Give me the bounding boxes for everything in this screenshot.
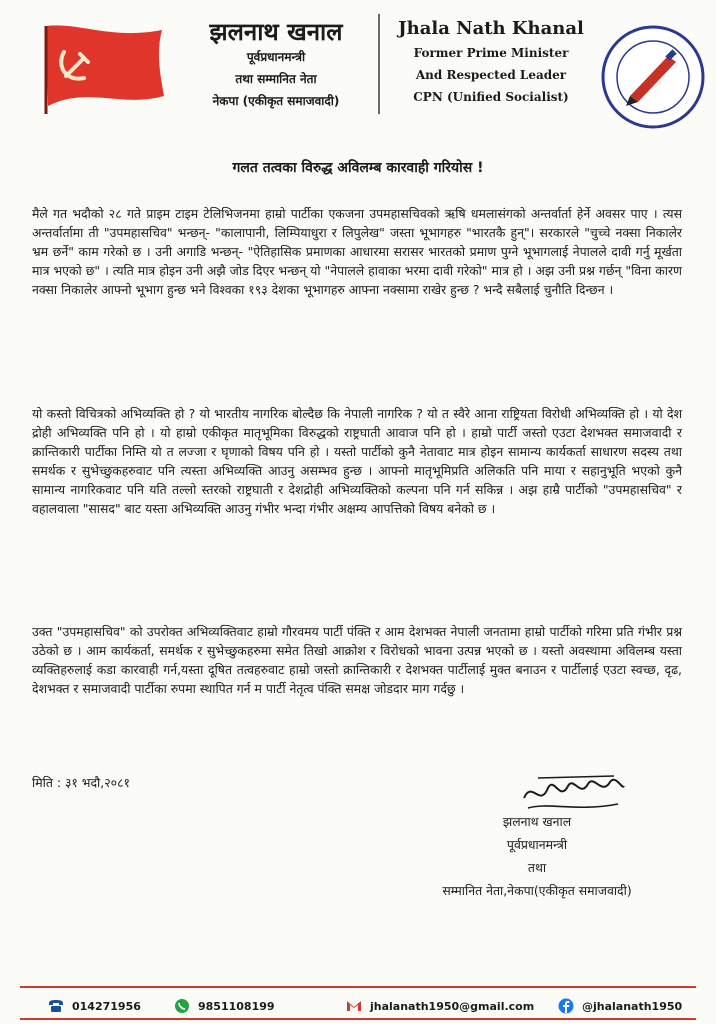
party-flag-icon [40,22,168,114]
party-seal-icon [598,22,708,132]
letterhead-name-en: Jhala Nath Khanal [398,18,584,39]
nepali-letterhead [186,18,366,112]
footer-bottom-rule [20,1018,696,1020]
signatory-name: झलनाथ खनाल [502,814,572,829]
header-divider [378,14,380,114]
phone-icon [48,998,64,1014]
facebook-icon [558,998,574,1014]
statement-title: गलत तत्वका विरुद्ध अविलम्ब कारवाही गरियोस ! [232,160,484,176]
letterhead-party-en: CPN (Unified Socialist) [413,90,569,104]
footer-facebook[interactable] [558,995,682,1017]
paragraph-3: उक्त "उपमहासचिव" को उपरोक्त अभिव्यक्तिवाट हाम्रो गौरवमय पार्टी पंक्ति र आम देशभक्त नेपाली जनतामा हाम्रो पार्टीको गरिमा प्रति गंभीर प्रश्न उठेको छ । आम कार्यकर्ता, समर्थक र सुभेच्छुकहरुमा समेत तिखो आक्रोश र विरोधको भावना उत्पन्न भएको छ । यस्तो अवस्थामा अविलम्ब यस्ता व्यक्तिहरुलाई कडा कारवाही गर्न,यस्ता दूषित तत्वहरुवाट हाम्रो जस्तो क्रान्तिकारी र देशभक्त पार्टीलाई मुक्त बनाउन र पार्टीलाई एउटा स्वच्छ, दृढ, देशभक्त र समाजवादी पार्टीका रुपमा स्थापित गर्न म पार्टी नेतृत्व पंक्ति समक्ष जोडदार माग गर्दछु । [32,624,682,696]
letterhead-title-en: Former Prime Minister [413,46,569,60]
signatory-role: सम्मानित नेता,नेकपा(एकीकृत समाजवादी) [442,883,632,898]
paragraph-1: मैले गत भदौको २८ गते प्राइम टाइम टेलिभिजनमा हाम्रो पार्टीका एकजना उपमहासचिवको ऋषि धमलासंगको अन्तर्वार्ता हेर्ने अवसर पाए । त्यस अन्तर्वार्तामा ती "उपमहासचिव" भन्छन्- "कालापानी, लिम्पियाधुरा र लिपुलेख" जस्ता भूभागहरु "भारतकै हुन्"। सरकारले "चुच्चे नक्सा निकालेर भ्रम छर्ने" काम गरेको छ । उनी अगाडि भन्छन्- "ऐतिहासिक प्रमाणका आधारमा सरासर भारतको प्रमाण पुग्ने भूभागलाई नेपालले दावी गर्नु मूर्खता मात्र भएको छ" । त्यति मात्र होइन उनी अझै जोड दिएर भन्छन् यो "नेपालले हावाका भरमा दावी गरेको" मात्र हो । अझ उनी प्रश्न गर्छन् "विना कारण नक्सा निकालेर आफ्नो भूभाग हुन्छ भने विश्वका १९३ देशका भूभागहरु आफ्ना नक्सामा राखेर हुन्छ ? भन्दै सबैलाई चुनौति दिन्छन । [32,206,682,297]
footer-phone[interactable] [48,995,141,1017]
english-letterhead [390,16,592,108]
signature-block [392,810,682,902]
letterhead-role-en: And Respected Leader [415,68,567,82]
statement-date: मिति : ३१ भदौ,२०८१ [32,775,130,790]
whatsapp-icon [174,998,190,1014]
phone-number: 014271956 [72,999,141,1013]
letterhead-name-np: झलनाथ खनाल [209,17,343,46]
email-address: jhalanath1950@gmail.com [370,999,535,1013]
signatory-title: पूर्वप्रधानमन्त्री [506,837,568,852]
signatory-conjunction: तथा [527,860,547,875]
contact-footer [0,995,716,1017]
whatsapp-number: 9851108199 [198,999,275,1013]
letterhead-party-np: नेकपा (एकीकृत समाजवादी) [212,94,340,108]
letterhead-title-np: पूर्वप्रधानमन्त्री [246,50,306,64]
footer-whatsapp[interactable] [174,995,275,1017]
gmail-icon [346,998,362,1014]
paragraph-2: यो कस्तो विचित्रको अभिव्यक्ति हो ? यो भारतीय नागरिक बोल्दैछ कि नेपाली नागरिक ? यो त स्वैरे आना राष्ट्रियता विरोधी अभिव्यक्ति हो । यो देश द्रोही अभिव्यक्ति पनि हो । यो हाम्रो एकीकृत मातृभूमिका विरुद्धको राष्ट्रघाती आवाज पनि हो । हाम्रो पार्टी जस्तो एउटा देशभक्त समाजवादी र क्रान्तिकारी पार्टीका निम्ति यो त लज्जा र घृणाको विषय पनि हो । यस्तो पार्टीको कुनै नेतावाट मात्र होइन सामान्य कार्यकर्ता साधारण सदस्य तथा समर्थक र सुभेच्छुकहरुवाट पनि त्यस्ता अभिव्यक्ति आउनु असम्भव हुन्छ । आफ्नो मातृभूमिप्रति अलिकति पनि माया र सहानुभूति भएको कुनै सामान्य नागरिकवाट पनि यति तल्लो स्तरको राष्ट्रघाती र देशद्रोही अभिव्यक्तिको कल्पना पनि गर्न सकिन्न । अझ हाम्रै पार्टीको "उपमहासचिव" र वहालवाला "सासद" बाट यस्ता अभिव्यक्ति आउनु गंभीर भन्दा गंभीर अक्षम्य आपत्तिको विषय बनेको छ । [32,406,683,516]
footer-top-rule [20,986,696,988]
footer-email[interactable] [346,995,534,1017]
facebook-handle: @jhalanath1950 [582,999,683,1013]
letterhead-role-np: तथा सम्मानित नेता [235,72,317,86]
